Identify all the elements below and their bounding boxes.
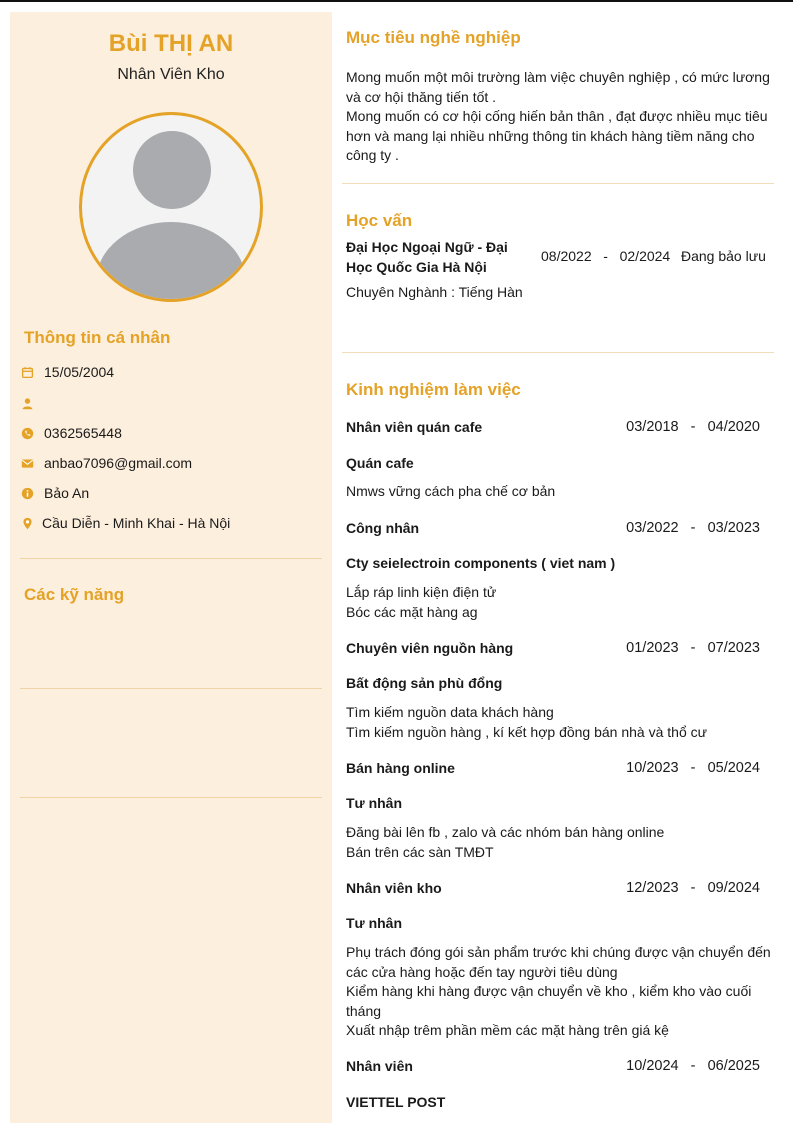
- job-dates: 03/2018 - 04/2020: [626, 419, 760, 435]
- job-title: Chuyên viên nguồn hàng: [346, 640, 514, 656]
- info-icon: [20, 486, 34, 500]
- phone-value: 0362565448: [44, 425, 122, 441]
- section-divider: [342, 352, 774, 353]
- sidebar: [10, 12, 332, 1123]
- objective-heading: Mục tiêu nghề nghiệp: [346, 28, 521, 47]
- job-description-line: Đăng bài lên fb , zalo và các nhóm bán hàng online: [346, 824, 665, 840]
- job-description-line: Kiểm hàng khi hàng được vận chuyển về kho , kiểm kho vào cuối tháng: [346, 983, 752, 1019]
- profile-job-title: Nhân Viên Kho: [117, 66, 225, 83]
- section-divider: [342, 183, 774, 184]
- job-dates: 12/2023 - 09/2024: [626, 880, 760, 896]
- sidebar-divider: [20, 558, 322, 559]
- job-company: VIETTEL POST: [346, 1094, 446, 1110]
- job-title: Bán hàng online: [346, 760, 455, 776]
- job-description: [346, 823, 771, 862]
- job-description-line: Nmws vững cách pha chế cơ bản: [346, 483, 556, 499]
- education-major: Chuyên Nghành : Tiếng Hàn: [346, 284, 523, 300]
- job-title: Công nhân: [346, 520, 420, 536]
- job-company: Quán cafe: [346, 455, 414, 471]
- job-dates: 03/2022 - 03/2023: [626, 520, 760, 536]
- job-description-line: Bóc các mặt hàng ag: [346, 603, 478, 620]
- job-description-line: Bán trên các sàn TMĐT: [346, 843, 494, 860]
- education-heading: Học vấn: [346, 211, 413, 230]
- job-description: [346, 583, 771, 622]
- job-dates: 10/2024 - 06/2025: [626, 1058, 760, 1074]
- job-description: [346, 943, 771, 1041]
- facebook-value: Bảo An: [44, 485, 90, 501]
- birthday-value: 15/05/2004: [44, 364, 115, 380]
- location-pin-icon: [20, 516, 34, 530]
- job-description-line: Xuất nhập trêm phần mềm các mặt hàng trên giá kệ: [346, 1022, 669, 1038]
- objective-line: Mong muốn có cơ hội cống hiến bản thân , đạt được nhiều mục tiêu hơn và mang lại nhiều những thông tin khách hàng tiềm năng cho công ty .: [346, 108, 768, 163]
- education-school: Đại Học Ngoại Ngữ - Đại Học Quốc Gia Hà Nội: [346, 239, 508, 275]
- avatar-head: [133, 131, 211, 209]
- education-status: Đang bảo lưu: [681, 248, 766, 264]
- job-company: Tư nhân: [346, 795, 403, 811]
- job-title: Nhân viên: [346, 1058, 413, 1074]
- skills-heading: Các kỹ năng: [24, 585, 125, 604]
- job-title: Nhân viên kho: [346, 880, 442, 896]
- objective-line: Mong muốn một môi trường làm việc chuyên nghiệp , có mức lương và cơ hội thăng tiến tốt .: [346, 69, 770, 105]
- job-description: [346, 703, 771, 742]
- facebook-row: [20, 483, 89, 503]
- avatar-body: [96, 222, 246, 302]
- avatar: [79, 112, 263, 302]
- email-icon: [20, 456, 34, 470]
- job-company: Cty seielectroin components ( viet nam ): [346, 555, 616, 571]
- email-value: anbao7096@gmail.com: [44, 455, 193, 471]
- profile-name: Bùi THỊ AN: [108, 30, 234, 57]
- address-row: [20, 513, 230, 533]
- job-description-line: Tìm kiếm nguồn data khách hàng: [346, 704, 554, 720]
- person-icon: [20, 396, 34, 410]
- job-description-line: Lắp ráp linh kiện điện tử: [346, 584, 497, 600]
- sidebar-divider: [20, 797, 322, 798]
- education-dates: 08/2022 - 02/2024: [541, 248, 671, 264]
- address-value: Cầu Diễn - Minh Khai - Hà Nội: [42, 515, 231, 531]
- job-description-line: Phụ trách đóng gói sản phẩm trước khi chúng được vận chuyển đến các cửa hàng hoặc đến tay người tiêu dùng: [346, 944, 771, 980]
- job-company: Bất động sản phù đổng: [346, 675, 503, 691]
- job-dates: 01/2023 - 07/2023: [626, 640, 760, 656]
- job-dates: 10/2023 - 05/2024: [626, 760, 760, 776]
- email-row: [20, 453, 192, 473]
- experience-heading: Kinh nghiệm làm việc: [346, 380, 521, 399]
- job-title: Nhân viên quán cafe: [346, 419, 483, 435]
- phone-row: [20, 423, 122, 443]
- birthday-row: [20, 362, 114, 382]
- sidebar-divider: [20, 688, 322, 689]
- job-description-line: Tìm kiếm nguồn hàng , kí kết hợp đồng bán nhà và thổ cư: [346, 723, 707, 740]
- top-border: [0, 0, 793, 2]
- gender-row: [20, 393, 44, 413]
- phone-icon: [20, 426, 34, 440]
- objective-text: [346, 68, 771, 166]
- job-description: [346, 482, 771, 502]
- calendar-icon: [20, 365, 34, 379]
- job-company: Tư nhân: [346, 915, 403, 931]
- personal-info-heading: Thông tin cá nhân: [24, 328, 171, 347]
